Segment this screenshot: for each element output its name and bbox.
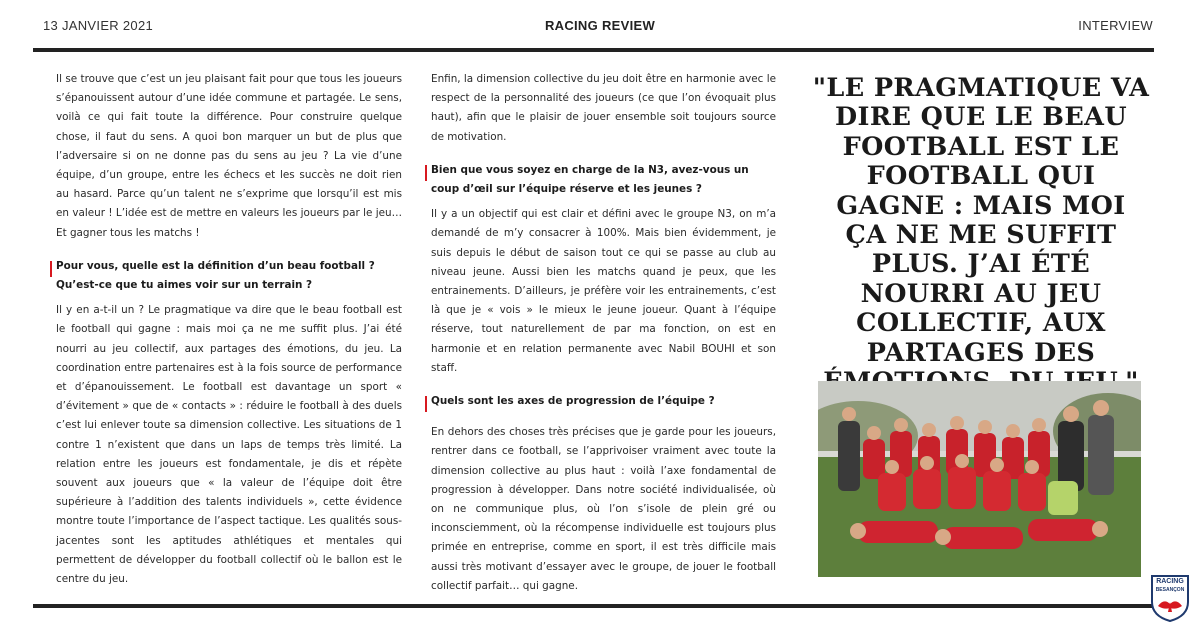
interview-question: Pour vous, quelle est la définition d’un beau football ? Qu’est-ce que tu aimes voir sur un terrain ? — [56, 257, 402, 295]
issue-date: 13 JANVIER 2021 — [43, 18, 154, 33]
bottom-rule — [33, 604, 1154, 608]
team-photo-illustration — [818, 381, 1141, 577]
interview-question: Quels sont les axes de progression de l’équipe ? — [431, 392, 776, 411]
crest-text-racing: RACING — [1156, 578, 1184, 585]
crest-text-besancon: BESANÇON — [1155, 587, 1185, 593]
top-rule — [33, 48, 1154, 52]
magazine-title: RACING REVIEW — [544, 18, 656, 33]
section-label: INTERVIEW — [1078, 18, 1153, 33]
pull-quote: "LE PRAGMATIQUE VA DIRE QUE LE BEAU FOOTBALL EST LE FOOTBALL QUI GAGNE : MAIS MOI ÇA NE ME SUFFIT PLUS. J’AI ÉTÉ NOURRI AU JEU COLLECTIF, AUX PARTAGES DES — [812, 73, 1150, 368]
paragraph: Il y en a-t-il un ? Le pragmatique va dire que le beau football est le football qui gagne : mais moi ça ne me suffit plus. J’ai été nourri au jeu collectif, aux partages des émotions, du jeu. La coordination entre partenaires est à la fois source de performance et d’épanouissement. Le football est davantage un sport « d’évitement » que de « contacts » : réduire le football à des duels c’est lui enlever toute sa dimension collective. Les situations de 1 contre 1 n’existent que dans un laps de temps très limité. La relation entre les joueurs est fondamentale, je dis et répète souvent aux joueurs que « la valeur de l’équipe doit être supérieure à l’addition des talents individuels », cette évidence montre toute l’importance de l’aspect tactique. Les qualités sous-jacentes sont les aptitudes athlétiques et mentales qui permettent de développer du football collectif où le ballon est le centre du jeu. — [56, 304, 402, 586]
paragraph: Il y a un objectif qui est clair et défini avec le groupe N3, on m’a demandé de m’y consacrer à 100%. Mais bien évidemment, je suis depuis le début de saison tout ce qui se passe au club au niveau jeune. Aussi bien les matchs quand je peux, que les entrainements. D’ailleurs, je préfère voir les entrainements, c’est là que je « vois » le mieux le jeune joueur. Quant à l’équipe réserve, tout naturellement de par ma fonction, on est en harmonie et en relation permanente avec Nabil BOUHI et son staff. — [431, 208, 776, 374]
paragraph: Il se trouve que c’est un jeu plaisant fait pour que tous les joueurs s’épanouissent autour d’une idée commune et partagée. Le sens, voilà ce qui fait toute la différence. Pour construire quelque chose, il faut du sens. A quoi bon marquer un but de plus que l’adversaire si on ne donne pas du sens au jeu ? La vie d’une équipe, d’un groupe, entre les échecs et les succès ne doit rien au hasard. Parce qu’un talent ne s’exprime que lorsqu’il est mis en valeur ! L’idée est de mettre en valeurs les joueurs par le jeu… Et gagner tous les matchs ! — [56, 73, 402, 239]
club-crest — [1148, 572, 1192, 622]
article-column-2 — [431, 70, 776, 596]
interview-question: Bien que vous soyez en charge de la N3, avez-vous un coup d’œil sur l’équipe réserve et les jeunes ? — [431, 161, 776, 199]
article-column-1 — [56, 70, 402, 589]
paragraph: Enfin, la dimension collective du jeu doit être en harmonie avec le respect de la personnalité des joueurs (ce que l’on évoquait plus haut), afin que le plaisir de jouer ensemble soit toujours source de motivation. — [431, 73, 776, 143]
team-photo — [818, 381, 1141, 577]
paragraph: En dehors des choses très précises que je garde pour les joueurs, rentrer dans ce football, se l’apprivoiser vraiment avec toute la dimension collective au plus haut : voilà l’axe fondamental de progression à développer. Dans notre société individualisée, où on ne communique plus, où l’on s’isole de plein gré ou inconsciemment, où la récompense individuelle est toujours plus primée en entreprise, comme en sport, il est très difficile mais aussi très motivant d’essayer avec le groupe, de jouer le football collectif parfait… qui gagne. — [431, 426, 776, 592]
